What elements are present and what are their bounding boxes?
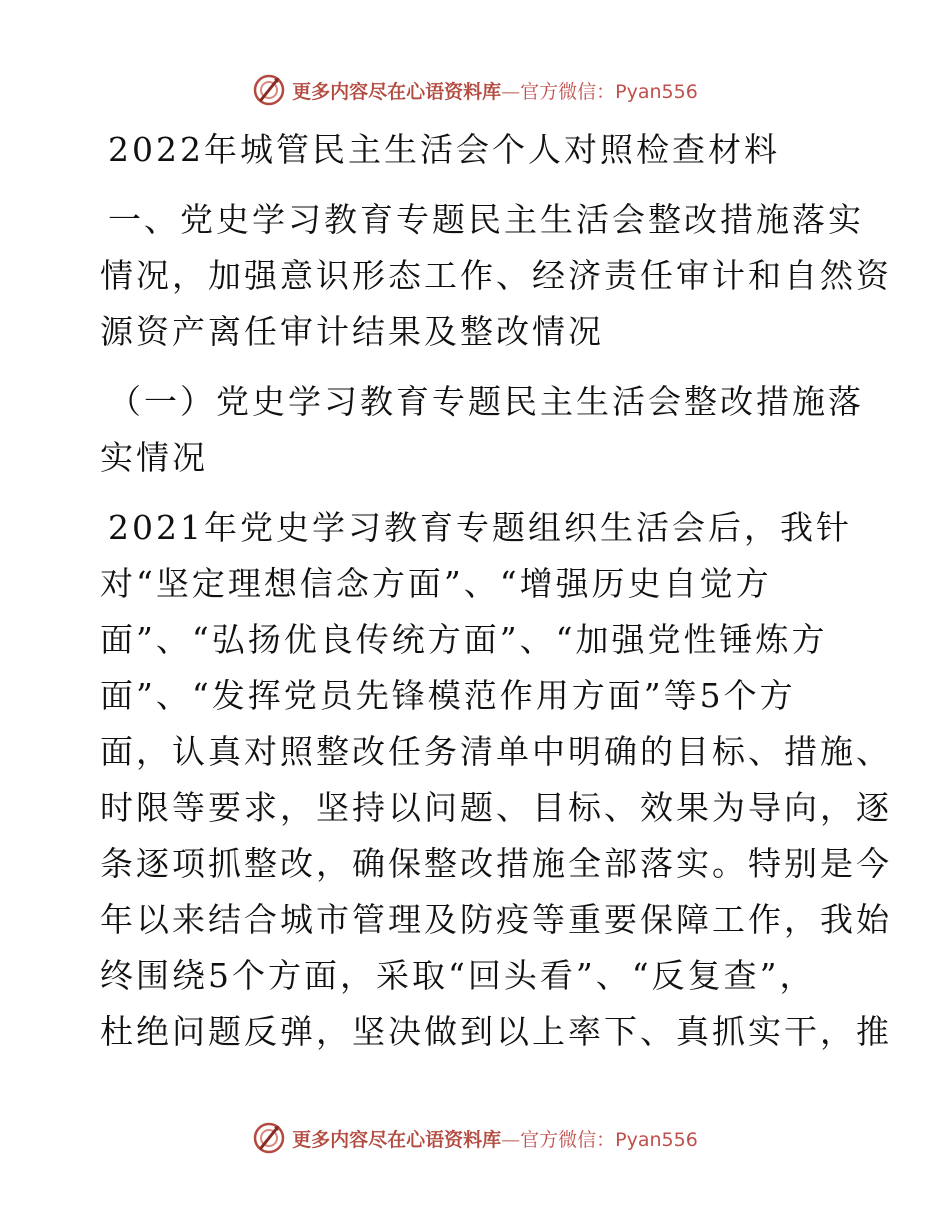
document-title: 2022年城管民主生活会个人对照检查材料 (108, 130, 780, 169)
watermark-main-text: 更多内容尽在心语资料库 (292, 1128, 502, 1151)
watermark-main-text: 更多内容尽在心语资料库 (292, 80, 502, 103)
watermark-dash: — (501, 1128, 521, 1151)
paragraph-line: 时限等要求，坚持以问题、目标、效果为导向，逐 (100, 788, 892, 827)
watermark-dash: — (501, 80, 521, 103)
document-body (100, 120, 892, 1060)
section-heading-line: 源资产离任审计结果及整改情况 (100, 312, 604, 351)
paragraph-line: 条逐项抓整改，确保整改措施全部落实。特别是今 (100, 844, 892, 883)
watermark-contact: 官方微信：Pyan556 (520, 1128, 698, 1151)
watermark-logo-icon (252, 73, 286, 107)
section-heading-line: 一、党史学习教育专题民主生活会整改措施落实 (108, 200, 864, 239)
watermark-footer (0, 1118, 950, 1158)
paragraph-line: 年以来结合城市管理及防疫等重要保障工作，我始 (100, 900, 892, 939)
watermark-contact: 官方微信：Pyan556 (520, 80, 698, 103)
paragraph-line: 面”、“发挥党员先锋模范作用方面”等5个方 (100, 676, 796, 715)
watermark-header (0, 70, 950, 110)
paragraph-line: 面，认真对照整改任务清单中明确的目标、措施、 (100, 732, 892, 771)
paragraph-line: 面”、“弘扬优良传统方面”、“加强党性锤炼方 (100, 620, 828, 659)
subsection-heading-line: 实情况 (100, 438, 208, 477)
watermark-logo-icon (252, 1121, 286, 1155)
subsection-heading-line: （一）党史学习教育专题民主生活会整改措施落 (108, 382, 864, 421)
subsection-heading-1 (100, 374, 864, 486)
paragraph-line: 对“坚定理想信念方面”、“增强历史自觉方 (100, 564, 772, 603)
section-heading-1 (100, 192, 892, 360)
watermark-text (292, 1125, 698, 1152)
paragraph-line: 杜绝问题反弹，坚决做到以上率下、真抓实干，推 (100, 1012, 892, 1051)
body-paragraph (100, 500, 892, 1060)
section-heading-line: 情况，加强意识形态工作、经济责任审计和自然资 (100, 256, 892, 295)
paragraph-line: 2021年党史学习教育专题组织生活会后，我针 (108, 508, 852, 547)
paragraph-line: 终围绕5个方面，采取“回头看”、“反复查”， (100, 956, 816, 995)
watermark-text (292, 77, 698, 104)
